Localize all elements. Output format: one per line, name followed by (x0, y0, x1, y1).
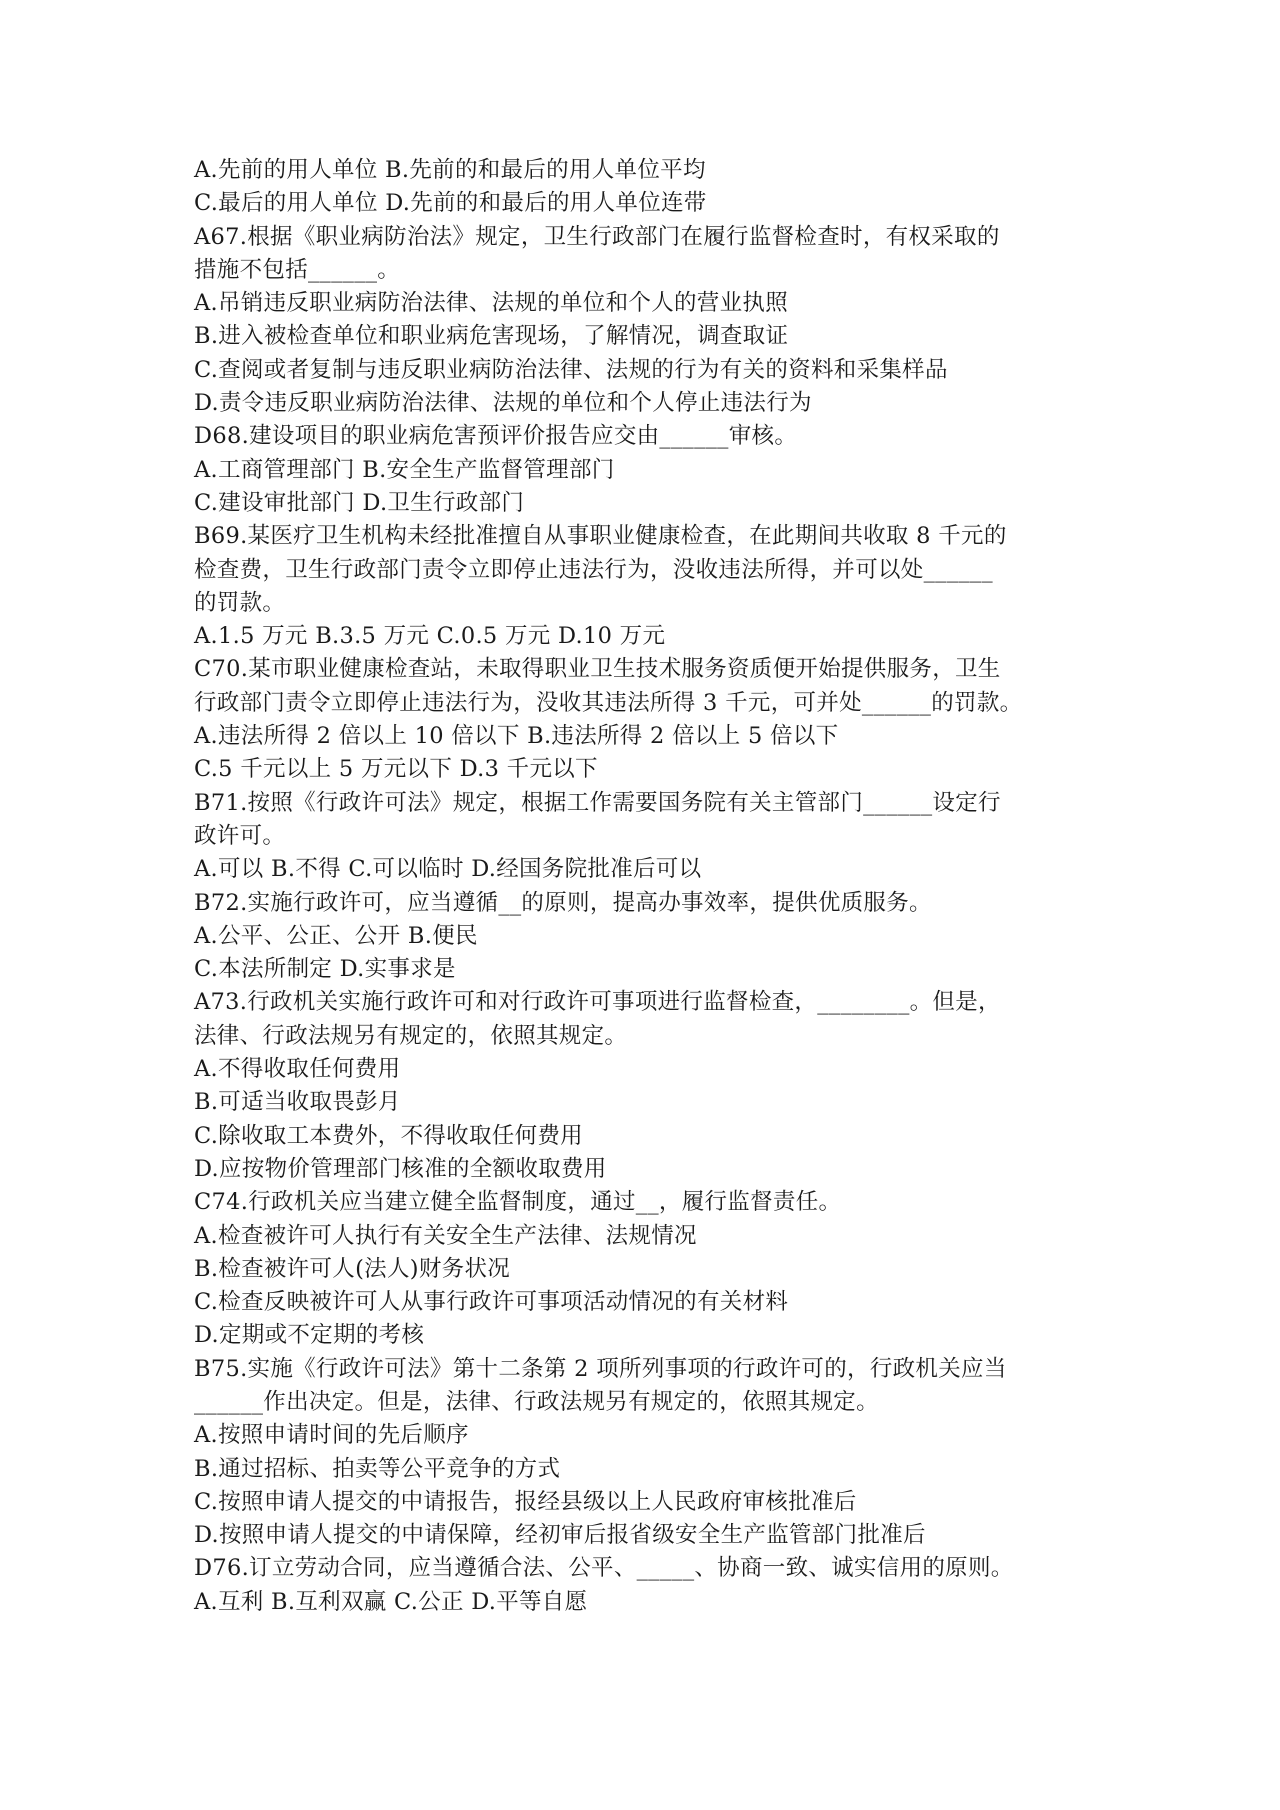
text-line: A.可以 B.不得 C.可以临时 D.经国务院批准后可以 (194, 856, 702, 883)
text-line: A.互利 B.互利双赢 C.公正 D.平等自愿 (194, 1588, 588, 1615)
text-line: D68.建设项目的职业病危害预评价报告应交由______审核。 (194, 423, 798, 450)
text-line: B69.某医疗卫生机构未经批准擅自从事职业健康检查，在此期间共收取 8 千元的 (194, 523, 1007, 550)
text-line: A67.根据《职业病防治法》规定，卫生行政部门在履行监督检查时，有权采取的 (194, 223, 1000, 250)
text-line: C.建设审批部门 D.卫生行政部门 (194, 489, 525, 516)
text-line: A.先前的用人单位 B.先前的和最后的用人单位平均 (194, 157, 706, 183)
text-line: ______作出决定。但是，法律、行政法规另有规定的，依照其规定。 (194, 1388, 879, 1415)
text-line: 行政部门责令立即停止违法行为，没收其违法所得 3 千元，可并处______的罚款。 (194, 689, 1023, 716)
text-line: A.不得收取任何费用 (194, 1056, 401, 1083)
text-line: D.责令违反职业病防治法律、法规的单位和个人停止违法行为 (194, 390, 812, 417)
text-line: C.除收取工本费外，不得收取任何费用 (194, 1122, 583, 1149)
text-line: 措施不包括______。 (194, 256, 401, 283)
text-line: A.按照申请时间的先后顺序 (194, 1422, 469, 1449)
text-line: D76.订立劳动合同，应当遵循合法、公平、_____、协商一致、诚实信用的原则。 (194, 1555, 1014, 1582)
text-line: C.查阅或者复制与违反职业病防治法律、法规的行为有关的资料和采集样品 (194, 356, 948, 383)
text-line: 的罚款。 (194, 589, 286, 616)
text-line: C.5 千元以上 5 万元以下 D.3 千元以下 (194, 756, 598, 783)
text-line: C.本法所制定 D.实事求是 (194, 956, 456, 983)
text-line: B71.按照《行政许可法》规定，根据工作需要国务院有关主管部门______设定行 (194, 789, 1001, 816)
text-line: C70.某市职业健康检查站，未取得职业卫生技术服务资质便开始提供服务，卫生 (194, 656, 1001, 683)
text-line: B.可适当收取畏彭月 (194, 1089, 401, 1116)
text-line: B75.实施《行政许可法》第十二条第 2 项所列事项的行政许可的，行政机关应当 (194, 1355, 1007, 1382)
text-line: C.按照申请人提交的中请报告，报经县级以上人民政府审核批准后 (194, 1488, 857, 1515)
text-line: C.检查反映被许可人从事行政许可事项活动情况的有关材料 (194, 1289, 789, 1316)
document-page (194, 154, 1094, 1619)
text-line: D.按照申请人提交的中请保障，经初审后报省级安全生产监管部门批准后 (194, 1522, 926, 1549)
text-line: A.违法所得 2 倍以上 10 倍以下 B.违法所得 2 倍以上 5 倍以下 (194, 723, 839, 750)
text-line: A.吊销违反职业病防治法律、法规的单位和个人的营业执照 (194, 290, 789, 317)
text-line: B.进入被检查单位和职业病危害现场，了解情况，调查取证 (194, 323, 789, 350)
text-line: A.公平、公正、公开 B.便民 (194, 922, 478, 949)
text-line: 法律、行政法规另有规定的，依照其规定。 (194, 1022, 628, 1049)
text-line: B.检查被许可人(法人)财务状况 (194, 1255, 511, 1282)
text-line: 政许可。 (194, 822, 286, 849)
text-line: C74.行政机关应当建立健全监督制度，通过__，履行监督责任。 (194, 1189, 842, 1216)
text-line: B.通过招标、拍卖等公平竞争的方式 (194, 1455, 561, 1482)
text-line: D.应按物价管理部门核准的全额收取费用 (194, 1155, 607, 1182)
text-line: C.最后的用人单位 D.先前的和最后的用人单位连带 (194, 190, 707, 217)
text-line: A.工商管理部门 B.安全生产监督管理部门 (194, 456, 615, 483)
text-line: D.定期或不定期的考核 (194, 1322, 425, 1349)
text-line: A.检查被许可人执行有关安全生产法律、法规情况 (194, 1222, 697, 1249)
text-line: A.1.5 万元 B.3.5 万元 C.0.5 万元 D.10 万元 (194, 623, 666, 650)
text-line: B72.实施行政许可，应当遵循__的原则，提高办事效率，提供优质服务。 (194, 889, 932, 916)
text-line: 检查费，卫生行政部门责令立即停止违法行为，没收违法所得，并可以处______ (194, 556, 993, 583)
text-line: A73.行政机关实施行政许可和对行政许可事项进行监督检查，________。但是， (194, 989, 1001, 1016)
